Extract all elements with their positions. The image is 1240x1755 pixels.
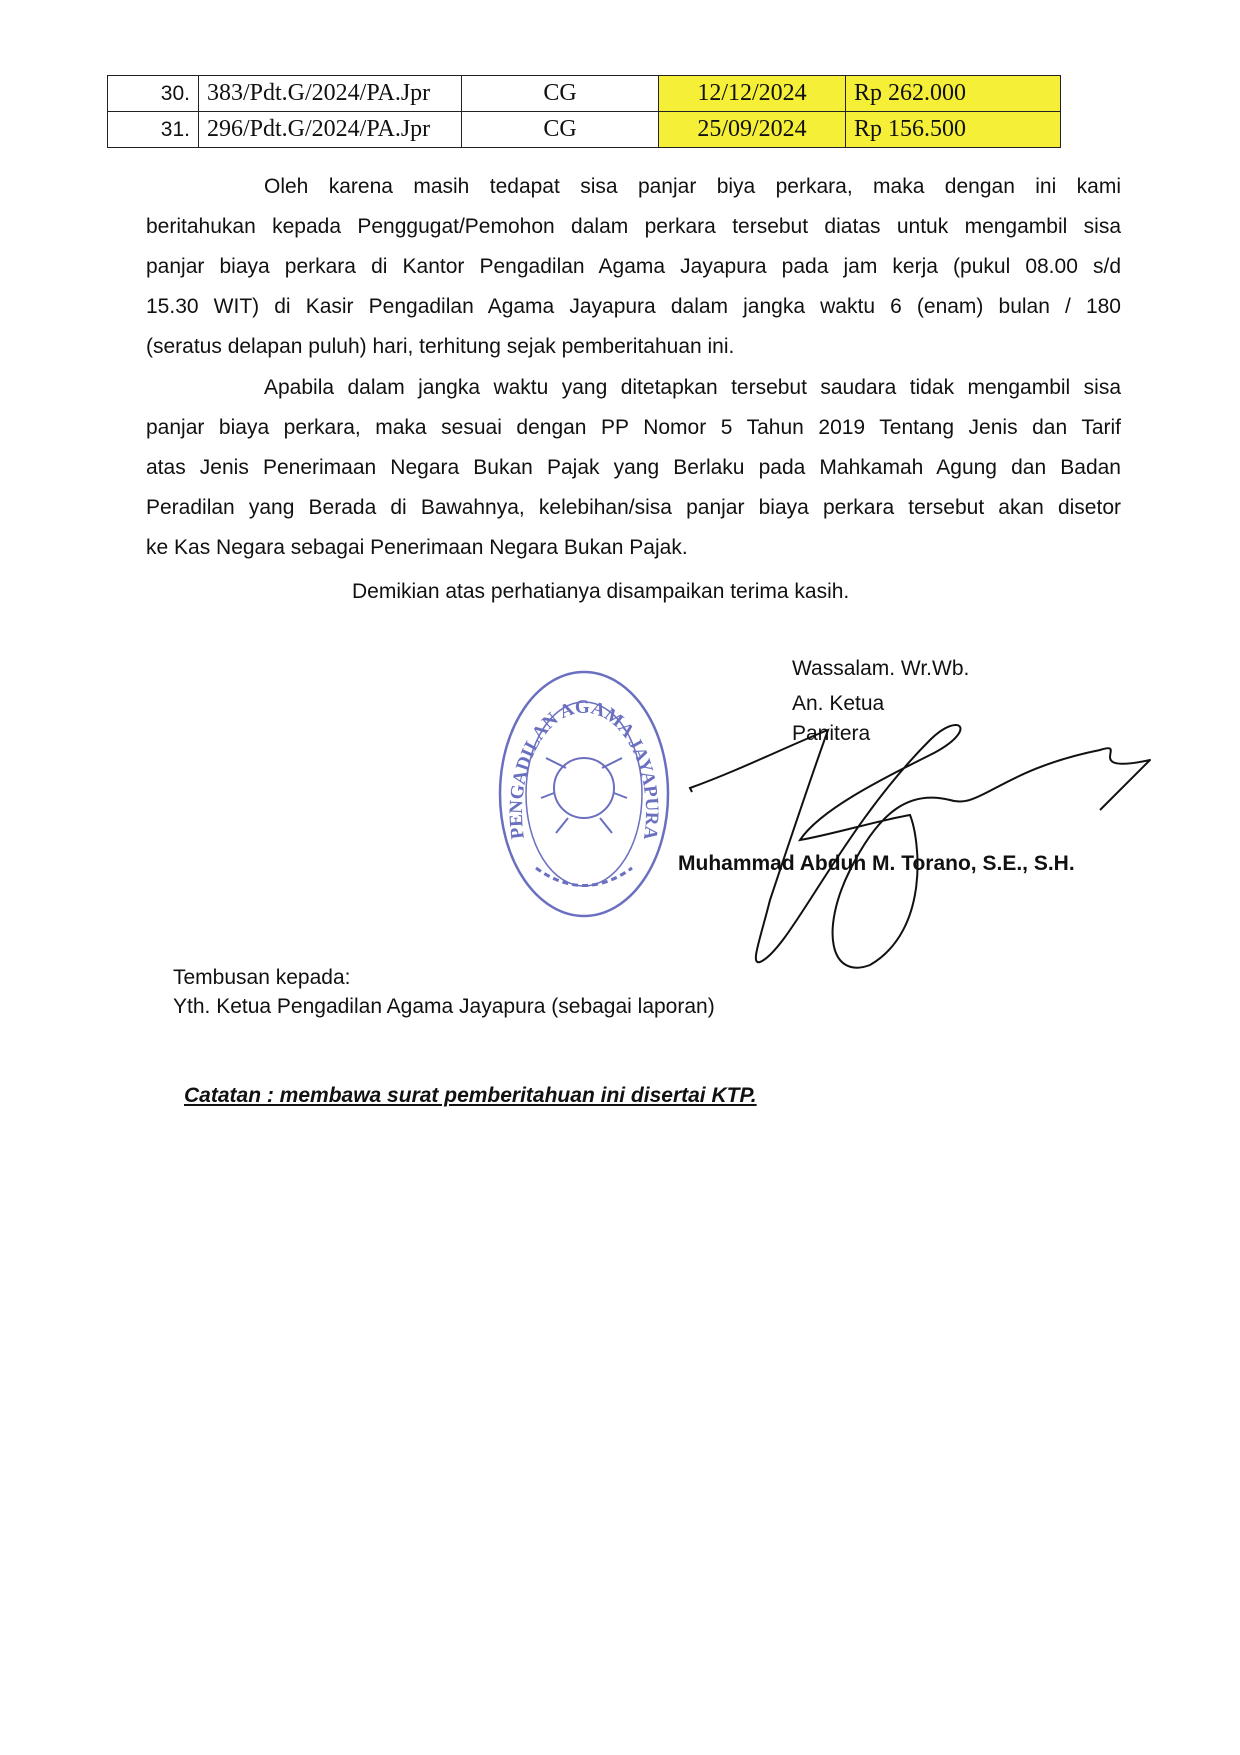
case-number: 383/Pdt.G/2024/PA.Jpr (199, 76, 462, 112)
table-row (108, 112, 1061, 148)
handwritten-signature (680, 700, 1180, 980)
case-table (107, 75, 1061, 148)
paragraph-line: (seratus delapan puluh) hari, terhitung sejak pemberitahuan ini. (146, 335, 735, 358)
svg-text:PENGADILAN AGAMA JAYAPURA (506, 697, 662, 842)
paragraph-notice (146, 167, 1121, 367)
case-number: 296/Pdt.G/2024/PA.Jpr (199, 112, 462, 148)
paragraph-line: beritahukan kepada Penggugat/Pemohon dalam perkara tersebut diatas untuk mengambil sisa (146, 215, 1121, 238)
signer-role: Panitera (792, 722, 871, 745)
stamp-text: PENGADILAN AGAMA JAYAPURA (505, 696, 663, 842)
paragraph-line: atas Jenis Penerimaan Negara Bukan Pajak yang Berlaku pada Mahkamah Agung dan Badan (146, 456, 1121, 479)
paragraph-line: Apabila dalam jangka waktu yang ditetapkan tersebut saudara tidak mengambil sisa (264, 376, 1121, 399)
remaining-amount: Rp 262.000 (846, 76, 1061, 112)
paragraph-line: ke Kas Negara sebagai Penerimaan Negara Bukan Pajak. (146, 536, 688, 559)
row-number: 31. (108, 112, 199, 148)
note: Catatan : membawa surat pemberitahuan ini disertai KTP. (184, 1084, 757, 1107)
case-type: CG (462, 112, 659, 148)
row-number: 30. (108, 76, 199, 112)
court-stamp (496, 668, 672, 920)
paragraph-warning (146, 368, 1121, 568)
case-date: 25/09/2024 (659, 112, 846, 148)
cc-recipient: Yth. Ketua Pengadilan Agama Jayapura (sebagai laporan) (173, 995, 715, 1018)
on-behalf: An. Ketua (792, 692, 885, 715)
paragraph-line: panjar biaya perkara, maka sesuai dengan PP Nomor 5 Tahun 2019 Tentang Jenis dan Tarif (146, 416, 1121, 439)
closing-text: Demikian atas perhatianya disampaikan terima kasih. (352, 580, 850, 603)
remaining-amount: Rp 156.500 (846, 112, 1061, 148)
paragraph-line: 15.30 WIT) di Kasir Pengadilan Agama Jayapura dalam jangka waktu 6 (enam) bulan / 180 (146, 295, 1121, 318)
table-row (108, 76, 1061, 112)
greeting: Wassalam. Wr.Wb. (792, 657, 970, 680)
paragraph-line: Oleh karena masih tedapat sisa panjar biya perkara, maka dengan ini kami (264, 175, 1121, 198)
paragraph-line: Peradilan yang Berada di Bawahnya, kelebihan/sisa panjar biaya perkara tersebut akan disetor (146, 496, 1121, 519)
case-date: 12/12/2024 (659, 76, 846, 112)
paragraph-line: panjar biaya perkara di Kantor Pengadilan Agama Jayapura pada jam kerja (pukul 08.00 s/d (146, 255, 1121, 278)
signer-name: Muhammad Abduh M. Torano, S.E., S.H. (678, 852, 1075, 875)
cc-label: Tembusan kepada: (173, 966, 351, 989)
case-type: CG (462, 76, 659, 112)
